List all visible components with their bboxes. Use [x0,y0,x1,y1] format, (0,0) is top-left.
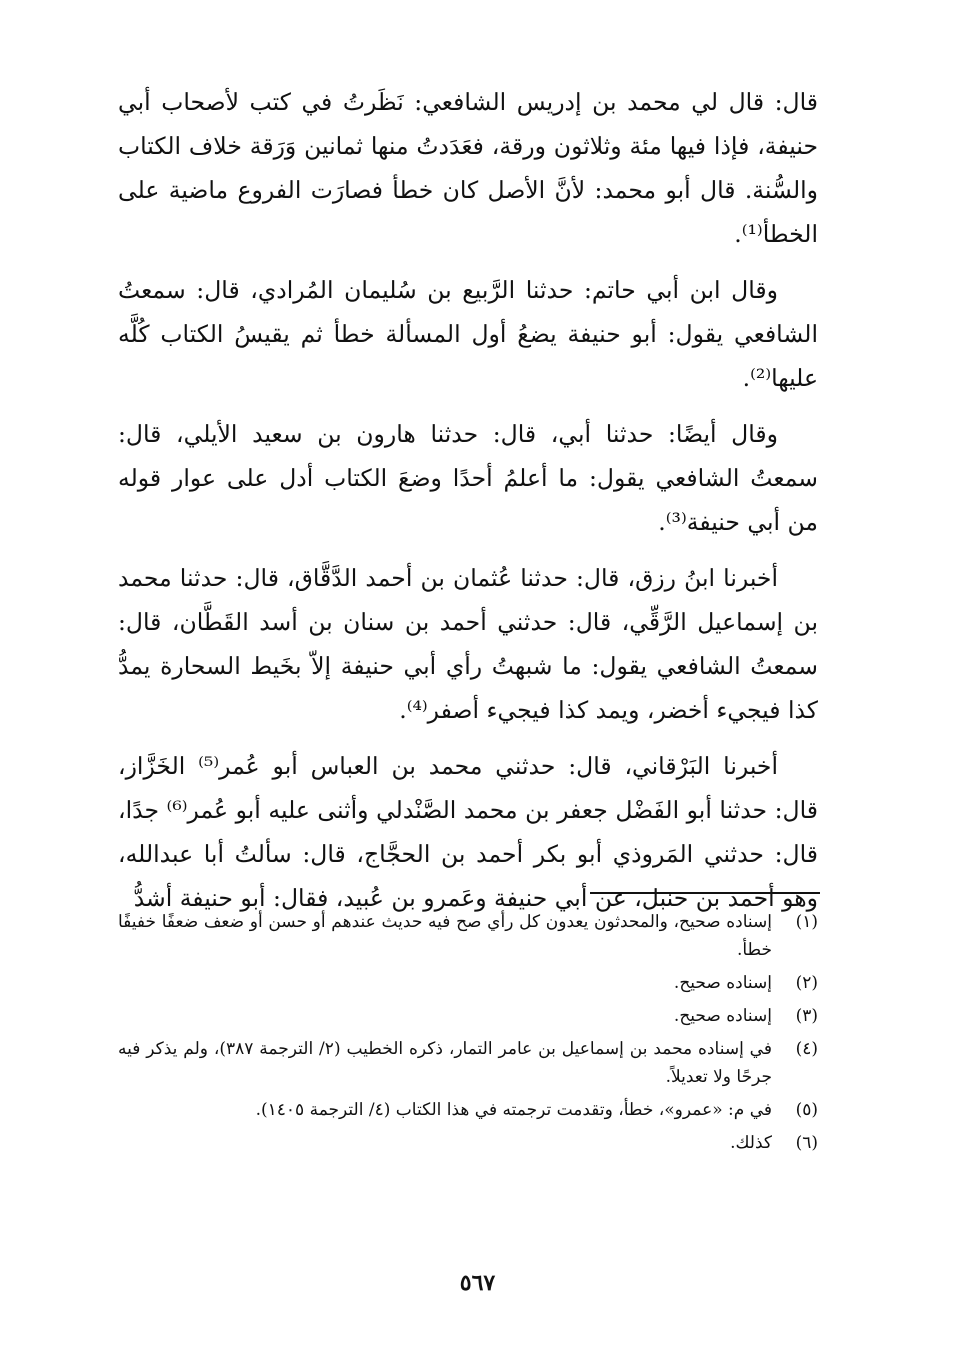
footnote-5 [118,1096,818,1124]
footnote-text: في إسناده محمد بن إسماعيل بن عامر التمار، ذكره الخطيب (٢/ الترجمة ٣٨٧)، ولم يذكر فيه جرحًا ولا تعديلاً. [118,1039,772,1087]
footnote-number: (٦) [795,1133,818,1153]
main-text [118,80,818,932]
paragraph-5: أخبرنا البَرْقاني، قال: حدثني محمد بن العباس أبو عُمر⁽⁵⁾ الخَزَّاز، قال: حدثنا أبو الفَضْل جعفر بن محمد الصَّنْدلي وأثنى عليه أبو عُمر⁽⁶⁾ جدًا، قال: حدثني المَروذي أبو بكر أحمد بن الحجَّاج، قال: سألتُ أبا عبدالله، وهو أحمد بن حنبل، عن أبي حنيفة وعَمرو بن عُبيد، فقال: أبو حنيفة أشدُّ [118,752,819,912]
footnote-text: إسناده صحيح، والمحدثون يعدون كل رأي صح فيه حديث عندهم أو حسن أو ضعف ضعفًا خفيفًا خطأ. [118,912,772,960]
paragraph-2: وقال ابن أبي حاتم: حدثنا الرَّبيع بن سُليمان المُرادي، قال: سمعتُ الشافعي يقول: أبو حنيفة يضعُ أول المسألة خطأ ثم يقيسُ الكتاب كُلَّه عليها⁽²⁾. [118,276,818,392]
footnote-text: كذلك. [730,1133,772,1153]
footnote-6 [118,1129,818,1157]
paragraph-4: أخبرنا ابنُ رزق، قال: حدثنا عُثمان بن أحمد الدَّقَّاق، قال: حدثنا محمد بن إسماعيل الرَّقِّي، قال: حدثني أحمد بن سنان بن أسد القَطَّان، قال: سمعتُ الشافعي يقول: ما شبهتُ رأي أبي حنيفة إلاّ بخَيط السحارة يمدُّ كذا فيجيء أخضر، ويمد كذا فيجيء أصفر⁽⁴⁾. [118,564,818,724]
footnote-text: إسناده صحيح. [673,973,772,993]
footnote-number: (١) [795,912,818,932]
footnote-1 [118,908,818,964]
footnote-4 [118,1035,818,1091]
footnote-3 [118,1002,818,1030]
footnotes [118,908,818,1162]
page-number: ٥٦٧ [459,1270,496,1296]
paragraph-1: قال: قال لي محمد بن إدريس الشافعي: نَظَرتُ في كتب لأصحاب أبي حنيفة، فإذا فيها مئة وثلاثون ورقة، فعَدَدتُ منها ثمانين وَرَقة خلاف الكتاب والسُّنة. قال أبو محمد: لأنَّ الأصل كان خطأ فصارَت الفروع ماضية على الخطأ⁽¹⁾. [118,88,818,248]
footnote-text: إسناده صحيح. [673,1006,772,1026]
footnote-number: (٣) [795,1006,818,1026]
footnote-number: (٥) [795,1100,818,1120]
footnote-divider [590,892,820,894]
footnote-number: (٢) [795,973,818,993]
footnote-2 [118,969,818,997]
footnote-text: في م: «عمرو»، خطأ، وتقدمت ترجمته في هذا الكتاب (٤/ الترجمة ١٤٠٥). [255,1100,772,1120]
paragraph-3: وقال أيضًا: حدثنا أبي، قال: حدثنا هارون بن سعيد الأيلي، قال: سمعتُ الشافعي يقول: ما أعلمُ أحدًا وضعَ الكتاب أدل على عوار قوله من أبي حنيفة⁽³⁾. [118,420,818,536]
footnote-number: (٤) [795,1039,818,1059]
